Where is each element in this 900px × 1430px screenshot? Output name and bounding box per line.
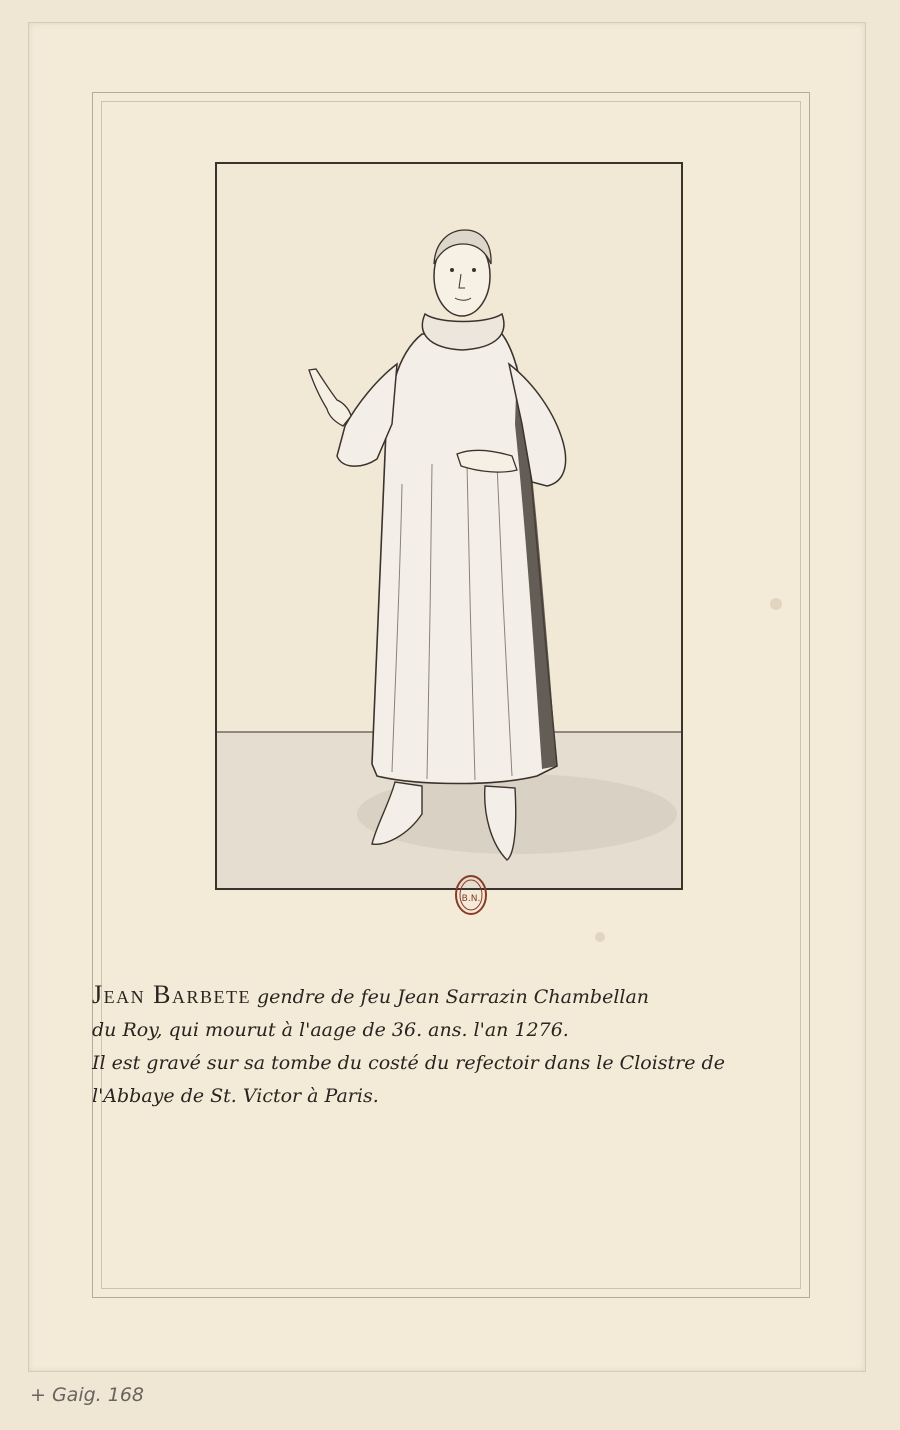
caption-line-4: l'Abbaye de St. Victor à Paris. xyxy=(92,1085,379,1107)
shelfmark: + Gaig. 168 xyxy=(30,1384,145,1406)
caption-line-2: du Roy, qui mourut à l'aage de 36. ans. l'an 1276. xyxy=(92,1019,569,1041)
caption-line-1 xyxy=(92,978,832,1014)
sitter-name: Jean Barbete xyxy=(92,980,251,1009)
stamp-text: B.N. xyxy=(461,894,481,904)
raised-hand xyxy=(309,369,351,426)
caption-block xyxy=(92,978,832,1113)
foxing-stain xyxy=(770,598,782,610)
figure-illustration xyxy=(217,164,681,888)
library-stamp xyxy=(454,874,488,916)
caption-line-1-text: gendre de feu Jean Sarrazin Chambellan xyxy=(256,986,650,1008)
engraving-plate xyxy=(215,162,683,890)
foxing-stain xyxy=(595,932,605,942)
caption-line-3: Il est gravé sur sa tombe du costé du refectoir dans le Cloistre de xyxy=(92,1052,725,1074)
